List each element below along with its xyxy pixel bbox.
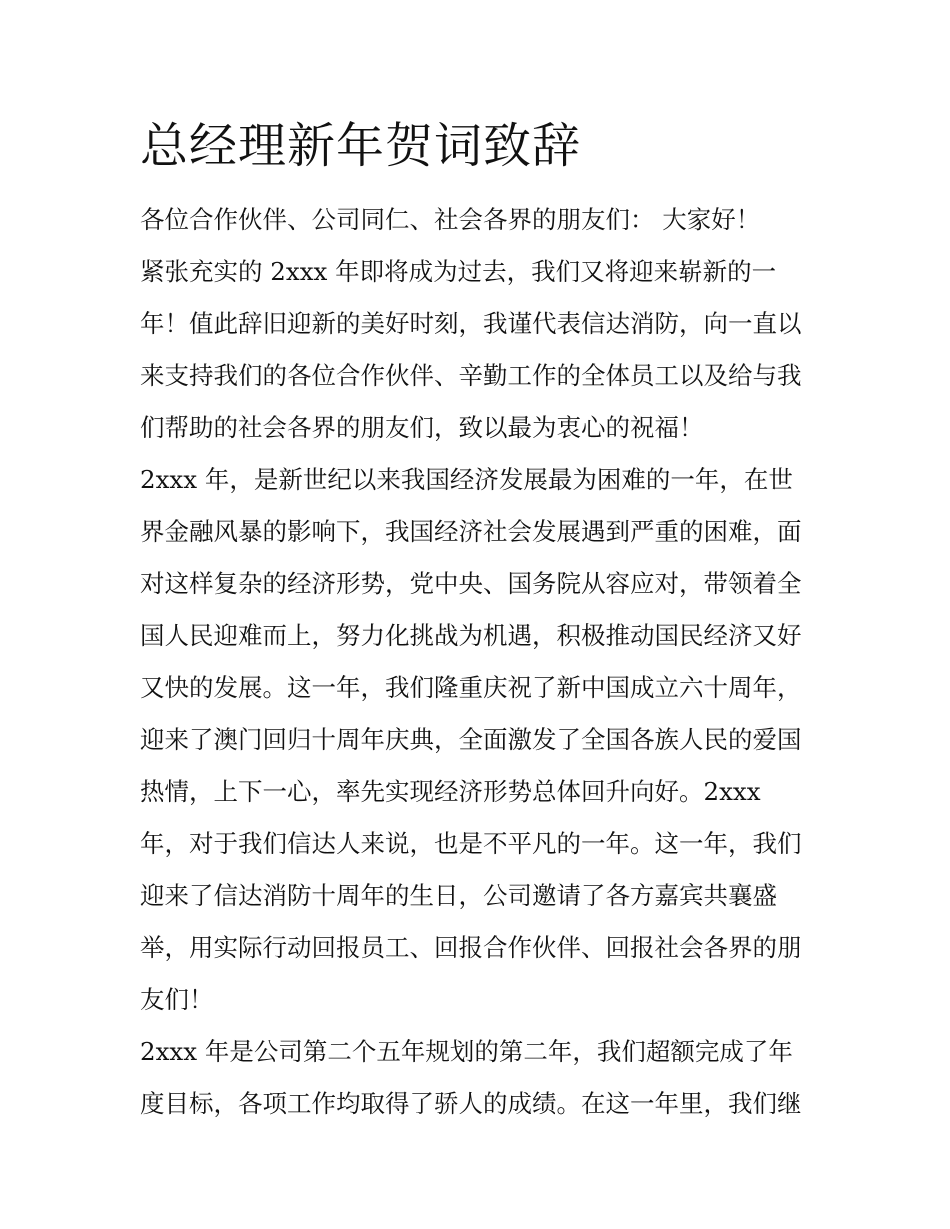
paragraph-line: 年，对于我们信达人来说，也是不平凡的一年。这一年，我们 [140,829,802,858]
paragraph-line: 年！值此辞旧迎新的美好时刻，我谨代表信达消防，向一直以 [140,309,802,338]
paragraph-line: 对这样复杂的经济形势，党中央、国务院从容应对，带领着全 [140,569,802,598]
paragraph-line: 度目标，各项工作均取得了骄人的成绩。在这一年里，我们继 [140,1089,802,1118]
paragraph-line: 迎来了信达消防十周年的生日，公司邀请了各方嘉宾共襄盛 [140,881,777,910]
paragraph-line: 举，用实际行动回报员工、回报合作伙伴、回报社会各界的朋 [140,933,802,962]
document-body [140,110,820,1130]
paragraph-line: 们帮助的社会各界的朋友们，致以最为衷心的祝福！ [140,413,704,442]
paragraph-line: 来支持我们的各位合作伙伴、辛勤工作的全体员工以及给与我 [140,361,802,390]
greeting-line: 各位合作伙伴、公司同仁、社会各界的朋友们： 大家好！ [140,205,761,234]
paragraph-line: 2xxx 年是公司第二个五年规划的第二年，我们超额完成了年 [140,1037,793,1066]
document-title: 总经理新年贺词致辞 [140,118,582,174]
paragraph-line: 界金融风暴的影响下，我国经济社会发展遇到严重的困难，面 [140,517,802,546]
paragraph-line: 又快的发展。这一年，我们隆重庆祝了新中国成立六十周年， [140,673,802,702]
paragraph-line: 2xxx 年，是新世纪以来我国经济发展最为困难的一年，在世 [140,465,793,494]
paragraph-line: 热情，上下一心，率先实现经济形势总体回升向好。2xxx [140,777,761,806]
paragraph-line: 紧张充实的 2xxx 年即将成为过去，我们又将迎来崭新的一 [140,257,777,286]
paragraph-line: 友们！ [140,985,214,1014]
paragraph-line: 国人民迎难而上，努力化挑战为机遇，积极推动国民经济又好 [140,621,802,650]
paragraph-line: 迎来了澳门回归十周年庆典，全面激发了全国各族人民的爱国 [140,725,802,754]
